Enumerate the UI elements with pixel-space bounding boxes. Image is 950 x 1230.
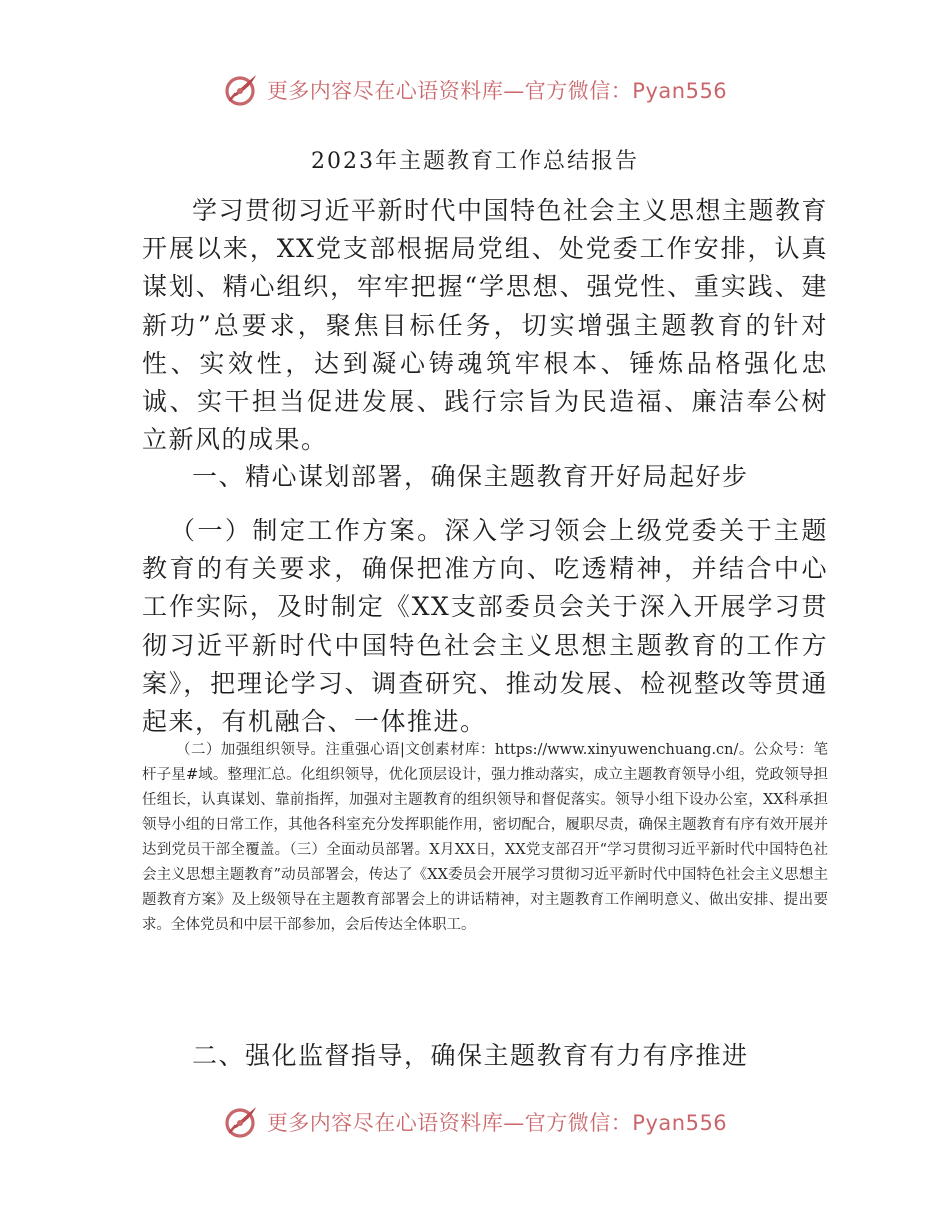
header-banner — [0, 68, 950, 112]
intro-paragraph: 学习贯彻习近平新时代中国特色社会主义思想主题教育开展以来，XX党支部根据局党组、处党委工作安排，认真谋划、精心组织，牢牢把握“学思想、强党性、重实践、建新功”总要求，聚焦目标任务，切实增强主题教育的针对性、实效性，达到凝心铸魂筑牢根本、锤炼品格强化忠诚、实干担当促进发展、践行宗旨为民造福、廉洁奉公树立新风的成果。 — [142, 196, 829, 455]
header-banner-text: 更多内容尽在心语资料库—官方微信：Pyan556 — [266, 79, 728, 103]
footer-banner-text: 更多内容尽在心语资料库—官方微信：Pyan556 — [266, 1111, 728, 1135]
section-1-paragraph-2: （二）加强组织领导。注重强心语|文创素材库：https://www.xinyuwenchuang.cn/。公众号：笔杆子星#域。整理汇总。化组织领导，优化顶层设计，强力推动落实，成立主题教育领导小组，党政领导担任组长，认真谋划、靠前指挥，加强对主题教育的组织领导和督促落实。领导小组下设办公室，XX科承担领导小组的日常工作，其他各科室充分发挥职能作用，密切配合，履职尽责，确保主题教育有序有效开展并达到党员干部全覆盖。（三）全面动员部署。X月XX日，XX党支部召开“学习贯彻习近平新时代中国特色社会主义思想主题教育”动员部署会，传达了《XX委员会开展学习贯彻习近平新时代中国特色社会主义思想主题教育方案》及上级领导在主题教育部署会上的讲话精神，对主题教育工作阐明意义、做出安排、提出要求。全体党员和中层干部参加，会后传达全体职工。 — [142, 742, 828, 933]
section-1-paragraph-1: （一）制定工作方案。深入学习领会上级党委关于主题教育的有关要求，确保把准方向、吃透精神，并结合中心工作实际，及时制定《XX支部委员会关于深入开展学习贯彻习近平新时代中国特色社会主义思想主题教育的工作方案》，把理论学习、调查研究、推动发展、检视整改等贯通起来，有机融合、一体推进。 — [142, 516, 828, 737]
document-title: 2023年主题教育工作总结报告 — [311, 149, 639, 174]
footer-banner — [0, 1100, 950, 1144]
quill-pen-circle-logo-icon — [223, 1104, 259, 1140]
quill-pen-circle-logo-icon — [223, 72, 259, 108]
section-2-heading: 二、强化监督指导，确保主题教育有力有序推进 — [192, 1041, 749, 1070]
section-1-heading: 一、精心谋划部署，确保主题教育开好局起好步 — [192, 462, 749, 491]
